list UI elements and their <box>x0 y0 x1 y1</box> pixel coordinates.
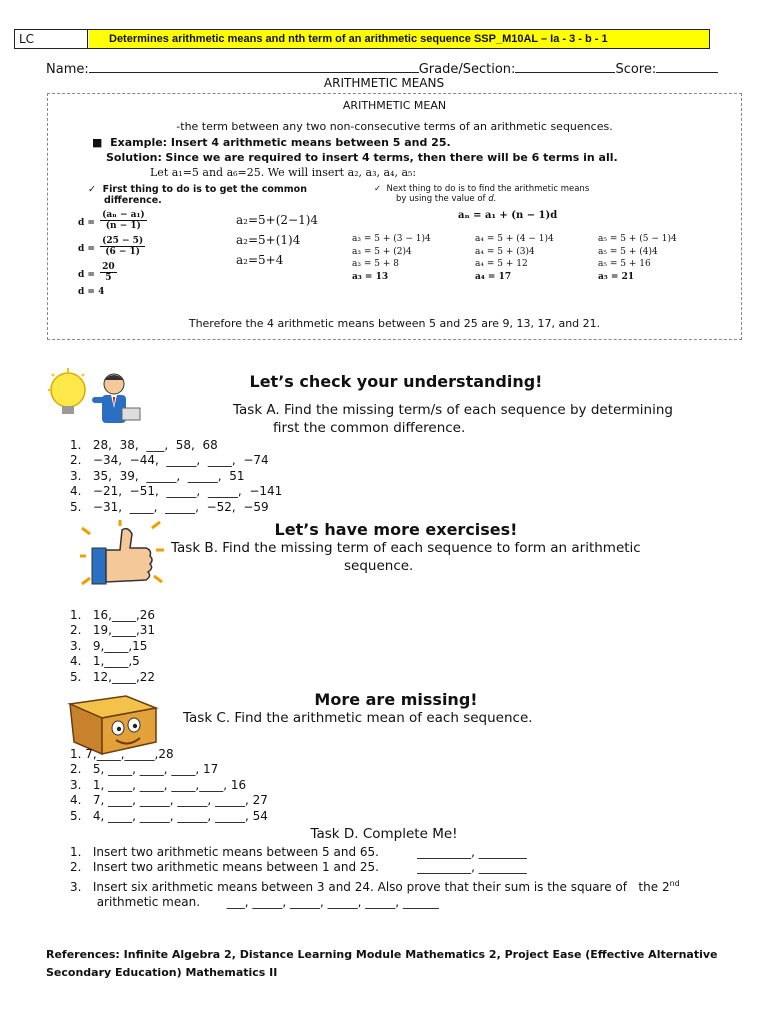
a4-line: a₄ = 5 + 12 <box>475 259 528 269</box>
d3-numerator: 20 <box>102 262 115 272</box>
list-item: 2. −34, −44, _____, ____, −74 <box>70 453 269 468</box>
header-bar <box>14 29 710 49</box>
a4-result: a₄ = 17 <box>475 271 512 282</box>
d-step-3 <box>78 262 117 283</box>
list-item: 5. −31, ____, _____, −52, −59 <box>70 499 269 514</box>
a4-column <box>475 233 554 283</box>
name-row <box>46 60 718 77</box>
step1 <box>88 184 307 206</box>
a4-line: a₄ = 5 + (3)4 <box>475 246 535 257</box>
let-text: Let a₁=5 and a₆=25. We will insert a₂, a₃, a₄, a₅: <box>150 166 417 179</box>
objective-label: Determines arithmetic means and nth term of an arithmetic sequence SSP_M10AL – Ia - 3 - b - 1 <box>89 30 709 48</box>
a3-line: a₃ = 5 + (2)4 <box>352 246 412 257</box>
d-lhs: d = <box>78 270 95 280</box>
task-c-text: Task C. Find the arithmetic mean of each sequence. <box>183 710 533 726</box>
check-icon: ✓ <box>374 184 382 194</box>
list-item: 3. 1, ____, ____, ____,____, 16 <box>70 777 247 792</box>
list-item: 1. 28, 38, ___, 58, 68 <box>70 438 218 452</box>
definition-text: -the term between any two non-consecutive terms of an arithmetic sequences. <box>176 120 613 133</box>
list-item: 2. 5, ____, ____, ____, 17 <box>70 762 219 777</box>
list-item: 5. 12,____,22 <box>70 669 156 684</box>
d2-numerator: (25 − 5) <box>102 236 144 246</box>
d-step-2 <box>78 236 145 257</box>
task-b-list <box>70 608 155 685</box>
d-result: d = 4 <box>78 287 105 297</box>
a2-line: a₂=5+(2−1)4 <box>236 213 319 227</box>
list-item: 3. 35, 39, _____, _____, 51 <box>70 468 245 483</box>
a3-column <box>352 233 431 283</box>
list-item: 2. Insert two arithmetic means between 1 and 25. _________, ________ <box>70 860 527 875</box>
d2-denominator: (6 − 1) <box>105 247 141 257</box>
d1-denominator: (n − 1) <box>105 221 141 231</box>
example-text: Example: Insert 4 arithmetic means between 5 and 25. <box>110 136 451 149</box>
page-title: ARITHMETIC MEANS <box>323 76 445 90</box>
step2-d: d. <box>488 194 497 204</box>
d3-denominator: 5 <box>105 273 112 283</box>
a5-line: a₅ = 5 + (5 − 1)4 <box>598 234 677 244</box>
list-item: 4. 1,____,5 <box>70 654 140 669</box>
references <box>46 946 718 982</box>
name-label: Name: <box>46 62 89 77</box>
references-line1: References: Infinite Algebra 2, Distance Learning Module Mathematics 2, Project Ease (Effective Alternative <box>46 948 718 961</box>
section-c-heading: More are missing! <box>314 690 478 709</box>
d-lhs: d = <box>78 218 95 228</box>
a3-line: a₃ = 5 + (3 − 1)4 <box>352 234 431 244</box>
name-field[interactable] <box>89 60 419 73</box>
conclusion-text: Therefore the 4 arithmetic means between 5 and 25 are 9, 13, 17, and 21. <box>188 317 601 330</box>
list-item: 3. 9,____,15 <box>70 638 148 653</box>
bullet-icon: ■ <box>92 136 103 149</box>
a2-line: a₂=5+4 <box>236 253 284 267</box>
list-item: 2. 19,____,31 <box>70 623 156 638</box>
task-b-line1: Task B. Find the missing term of each sequence to form an arithmetic <box>171 540 641 556</box>
step2-line1: Next thing to do is to find the arithmetic means <box>386 184 590 194</box>
list-item: 1. 7,____,_____,28 <box>70 747 174 761</box>
a3-result: a₃ = 13 <box>352 271 389 282</box>
list-item-3 <box>70 876 680 895</box>
step1-line1: First thing to do is to get the common <box>102 184 307 195</box>
a5-result: a₅ = 21 <box>598 271 635 282</box>
grade-label: Grade/Section: <box>418 62 516 77</box>
solution-text: Since we are required to insert 4 terms, then there will be 6 terms in all. <box>165 151 618 164</box>
solution-label: Solution: <box>106 151 162 164</box>
step2-line2: by using the value of <box>396 194 486 204</box>
references-line2: Secondary Education) Mathematics II <box>46 966 278 979</box>
list-item-3-text: 3. Insert six arithmetic means between 3 and 24. Also prove that their sum is the square of the 2 <box>70 879 670 894</box>
task-a-line2: first the common difference. <box>273 420 466 436</box>
list-item: 4. −21, −51, _____, _____, −141 <box>70 484 283 499</box>
check-icon: ✓ <box>88 184 96 195</box>
d-lhs: d = <box>78 244 95 254</box>
solution-row <box>106 151 618 164</box>
task-d-heading: Task D. Complete Me! <box>310 826 458 842</box>
list-item: 5. 4, ____, _____, _____, _____, 54 <box>70 808 268 823</box>
example-row <box>92 136 451 149</box>
score-field[interactable] <box>656 60 718 73</box>
nth-term-formula: aₙ = a₁ + (n − 1)d <box>458 210 558 221</box>
a5-column <box>598 233 677 283</box>
lc-label: LC <box>15 30 88 48</box>
d1-numerator: (aₙ − a₁) <box>102 210 145 220</box>
score-label: Score: <box>615 62 657 77</box>
task-b-line2: sequence. <box>344 558 414 574</box>
a2-line: a₂=5+(1)4 <box>236 233 301 247</box>
task-d-list <box>70 845 680 911</box>
list-item: 1. Insert two arithmetic means between 5 and 65. _________, ________ <box>70 845 527 859</box>
a4-line: a₄ = 5 + (4 − 1)4 <box>475 234 554 244</box>
section-a-heading: Let’s check your understanding! <box>249 372 543 391</box>
lesson-subtitle: ARITHMETIC MEAN <box>342 99 447 112</box>
list-item: 1. 16,____,26 <box>70 608 156 622</box>
task-c-list <box>70 747 268 824</box>
task-a-list <box>70 438 282 515</box>
section-b-heading: Let’s have more exercises! <box>274 520 518 539</box>
task-a-line1: Task A. Find the missing term/s of each sequence by determining <box>233 402 673 418</box>
step1-line2: difference. <box>104 195 162 206</box>
list-item-3-line2: arithmetic mean. ___, _____, _____, _____, _____, ______ <box>70 895 439 910</box>
d-step-1 <box>78 210 147 231</box>
a5-line: a₅ = 5 + 16 <box>598 259 651 269</box>
a5-line: a₅ = 5 + (4)4 <box>598 246 658 257</box>
a3-line: a₃ = 5 + 8 <box>352 259 399 269</box>
list-item: 4. 7, ____, _____, _____, _____, 27 <box>70 793 268 808</box>
a2-steps <box>236 210 318 270</box>
ordinal-sup: nd <box>669 878 680 888</box>
grade-field[interactable] <box>515 60 615 73</box>
step2 <box>374 184 589 204</box>
